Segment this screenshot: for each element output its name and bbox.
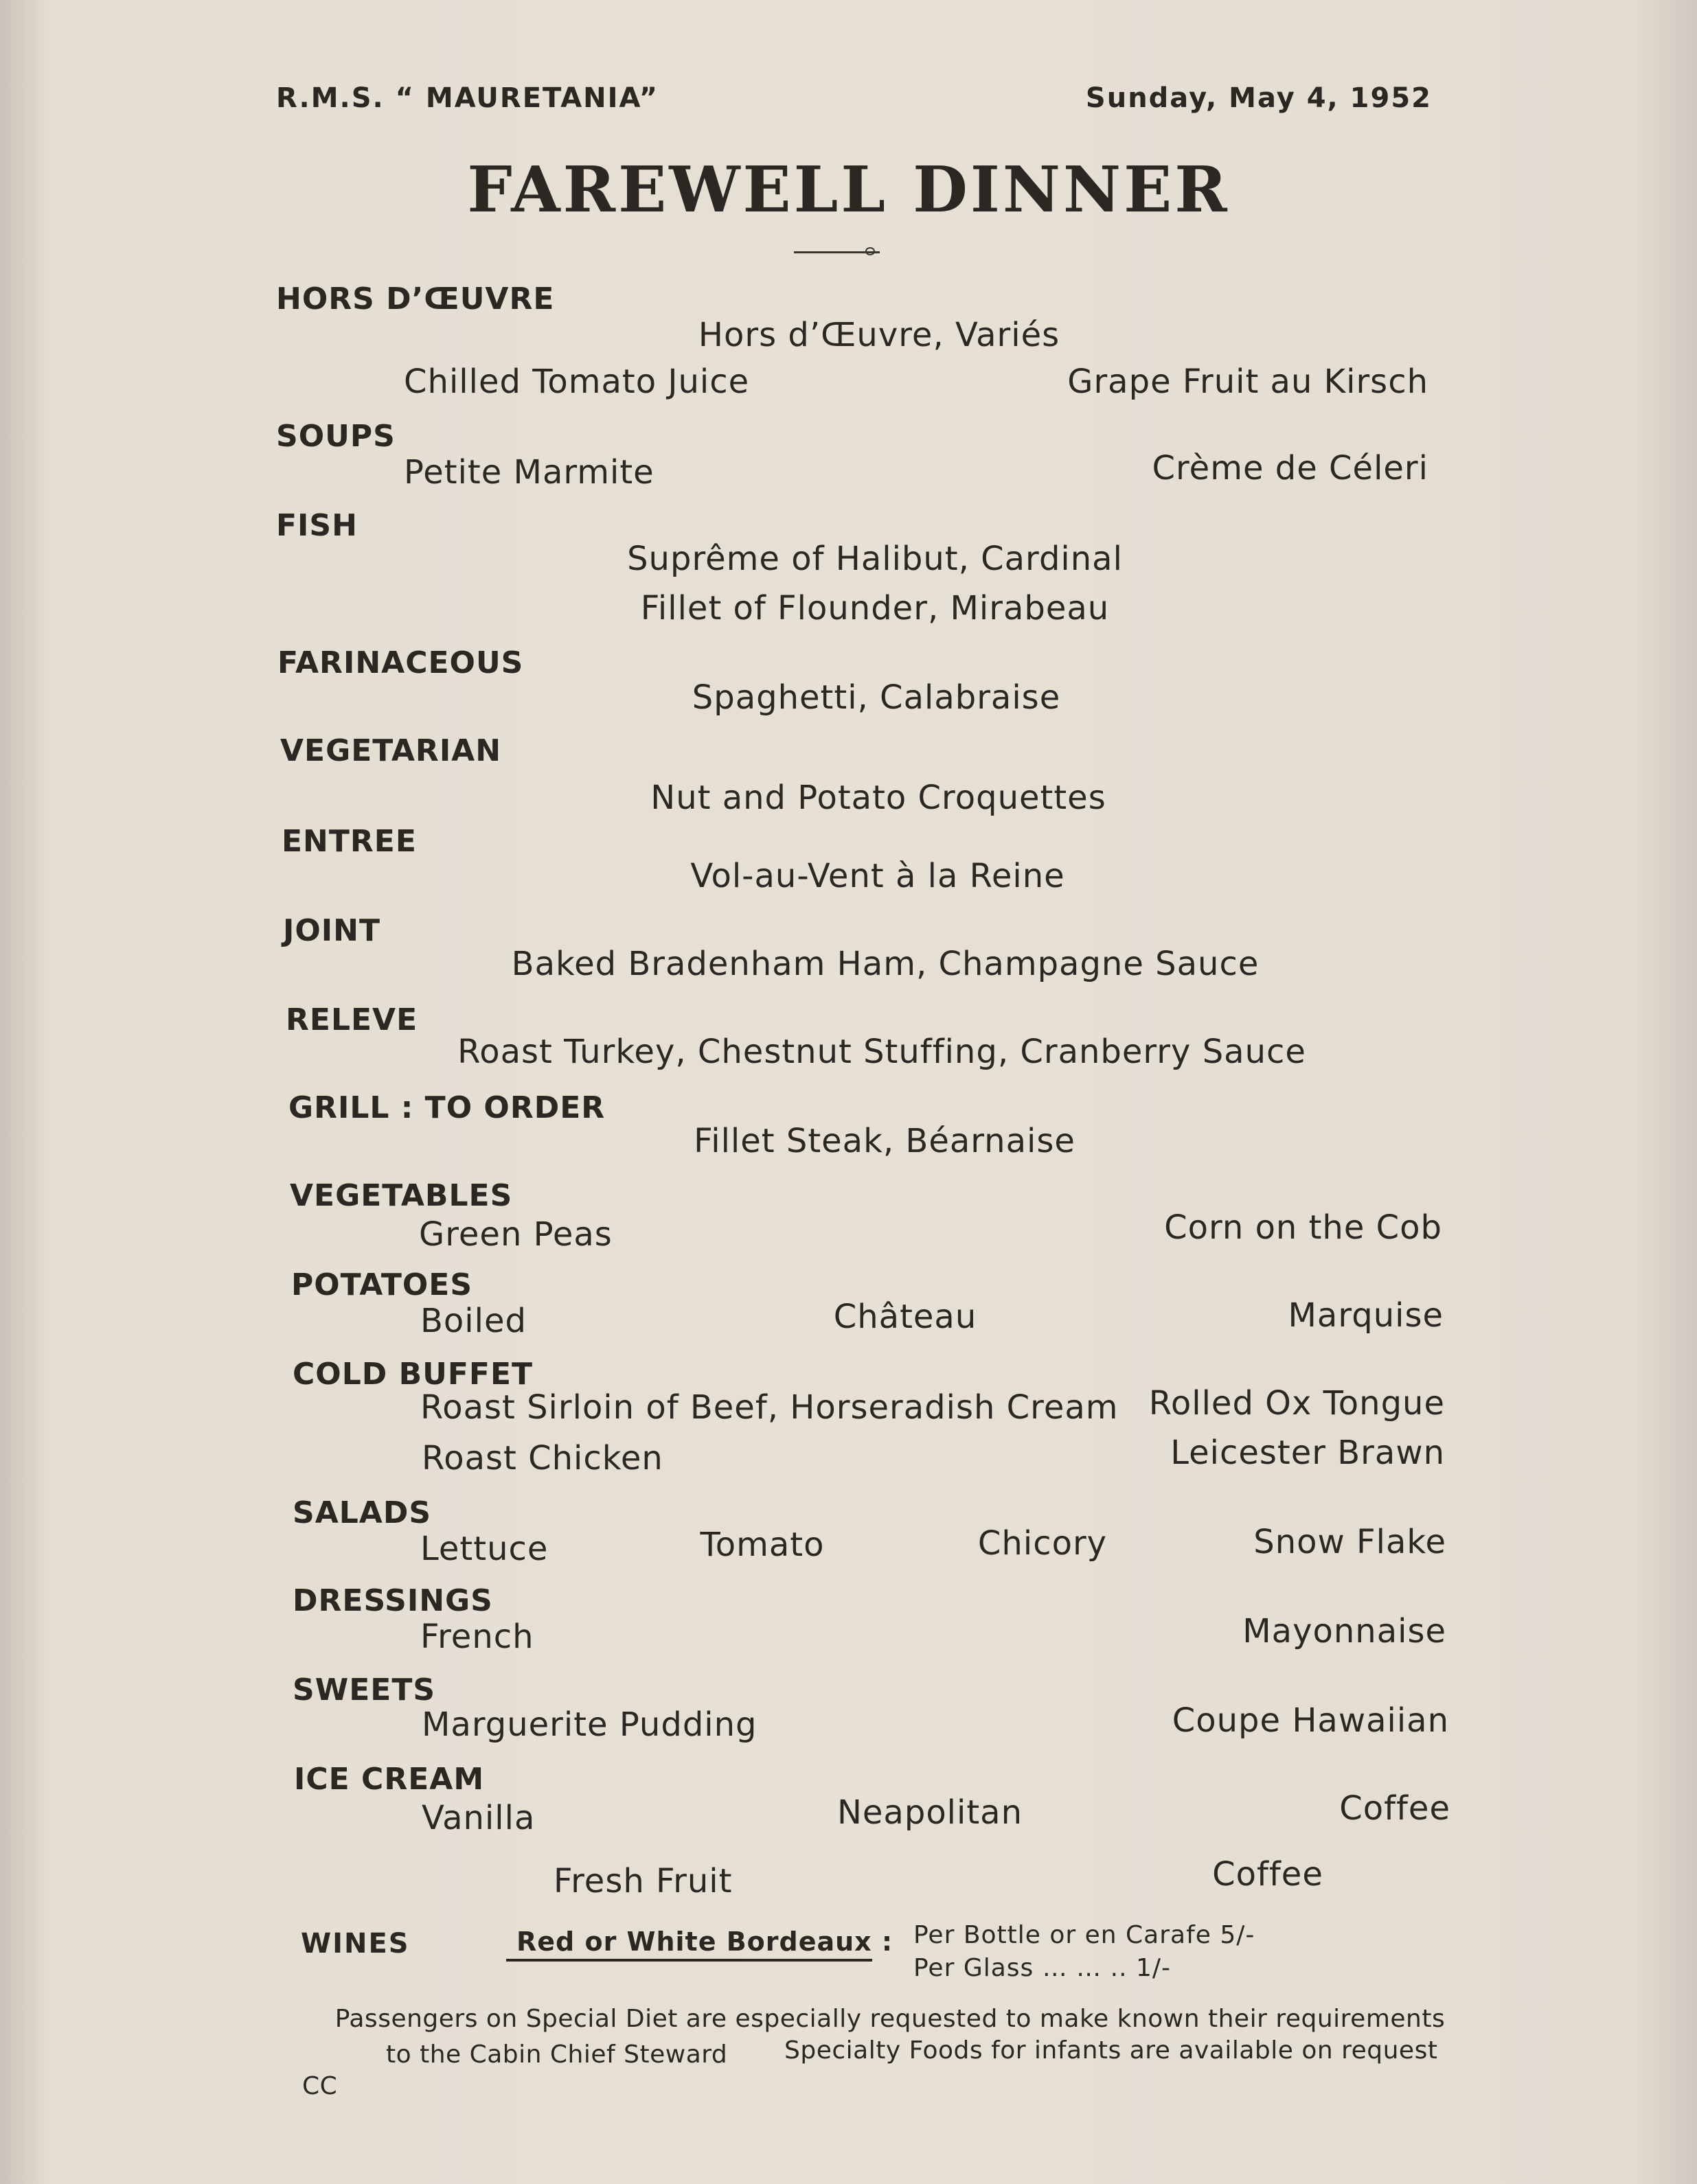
menu-item: Marquise [1288, 1296, 1444, 1335]
special-diet-note: Passengers on Special Diet are especially requested to make known their requirements [334, 2005, 1446, 2033]
menu-item: Roast Sirloin of Beef, Horseradish Cream [420, 1388, 1119, 1427]
menu-item: Grape Fruit au Kirsch [1067, 363, 1428, 401]
section-heading-dressings: DRESSINGS [293, 1583, 493, 1618]
menu-item: Vol-au-Vent à la Reine [690, 857, 1065, 895]
page-title: FAREWELL DINNER [467, 152, 1230, 227]
menu-item: Lettuce [420, 1530, 549, 1568]
section-heading-vegetables: VEGETABLES [290, 1178, 513, 1213]
section-heading-releve: RELEVE [286, 1002, 418, 1037]
printer-code: CC [302, 2072, 338, 2100]
section-heading-joint: JOINT [283, 913, 380, 948]
special-diet-note-line2: to the Cabin Chief Steward [386, 2041, 728, 2069]
title-divider-ornament [794, 247, 948, 257]
menu-item: Coffee [1212, 1855, 1323, 1894]
menu-item: Chilled Tomato Juice [404, 363, 750, 401]
section-heading-salads: SALADS [293, 1495, 432, 1530]
menu-item: Neapolitan [836, 1793, 1023, 1832]
section-heading-hors-doeuvre: HORS D’ŒUVRE [276, 281, 555, 317]
menu-item: Spaghetti, Calabraise [692, 678, 1061, 717]
wine-underline [506, 1959, 872, 1962]
menu-item: Mayonnaise [1242, 1612, 1446, 1651]
menu-item: Fresh Fruit [554, 1862, 733, 1900]
menu-item: Coffee [1339, 1789, 1450, 1828]
menu-date: Sunday, May 4, 1952 [1085, 82, 1432, 114]
wine-price-bottle: Per Bottle or en Carafe 5/- [913, 1921, 1255, 1949]
menu-item: Leicester Brawn [1170, 1434, 1445, 1472]
wine-price-glass: Per Glass … … .. 1/- [913, 1954, 1171, 1982]
menu-item: Rolled Ox Tongue [1148, 1384, 1445, 1423]
menu-item: Tomato [700, 1526, 825, 1564]
section-heading-wines: WINES [301, 1928, 410, 1959]
menu-item: Suprême of Halibut, Cardinal [627, 540, 1123, 578]
menu-item: Chicory [977, 1524, 1108, 1563]
menu-item: Nut and Potato Croquettes [650, 779, 1106, 817]
wine-type: Red or White Bordeaux : [516, 1927, 893, 1957]
section-heading-sweets: SWEETS [293, 1673, 436, 1708]
menu-item: Fillet of Flounder, Mirabeau [640, 589, 1110, 628]
menu-item: Château [833, 1298, 977, 1336]
ship-name: R.M.S. “ MAURETANIA” [276, 82, 659, 114]
menu-item: Corn on the Cob [1164, 1208, 1442, 1247]
menu-item: Boiled [420, 1302, 527, 1340]
menu-item: Vanilla [422, 1799, 536, 1837]
section-heading-potatoes: POTATOES [291, 1267, 473, 1302]
section-heading-soups: SOUPS [276, 419, 396, 454]
section-heading-ice-cream: ICE CREAM [294, 1762, 485, 1797]
menu-item: French [420, 1618, 534, 1656]
section-heading-fish: FISH [276, 508, 358, 543]
section-heading-cold-buffet: COLD BUFFET [293, 1357, 534, 1392]
menu-item: Petite Marmite [404, 453, 654, 492]
menu-item: Roast Chicken [422, 1439, 663, 1478]
menu-item: Marguerite Pudding [422, 1705, 758, 1744]
menu-item: Coupe Hawaiian [1172, 1701, 1449, 1740]
section-heading-farinaceous: FARINACEOUS [277, 645, 524, 680]
menu-item: Crème de Céleri [1152, 449, 1428, 487]
section-heading-vegetarian: VEGETARIAN [280, 733, 502, 768]
menu-item: Hors d’Œuvre, Variés [698, 316, 1060, 354]
menu-item: Fillet Steak, Béarnaise [694, 1122, 1075, 1160]
menu-item: Roast Turkey, Chestnut Stuffing, Cranberry Sauce [457, 1033, 1306, 1071]
menu-item: Green Peas [419, 1215, 613, 1254]
menu-item: Baked Bradenham Ham, Champagne Sauce [511, 945, 1260, 983]
section-heading-grill: GRILL : TO ORDER [288, 1090, 606, 1125]
infant-foods-note: Specialty Foods for infants are available on request [784, 2036, 1438, 2065]
menu-item: Snow Flake [1253, 1523, 1446, 1561]
section-heading-entree: ENTREE [282, 824, 417, 859]
